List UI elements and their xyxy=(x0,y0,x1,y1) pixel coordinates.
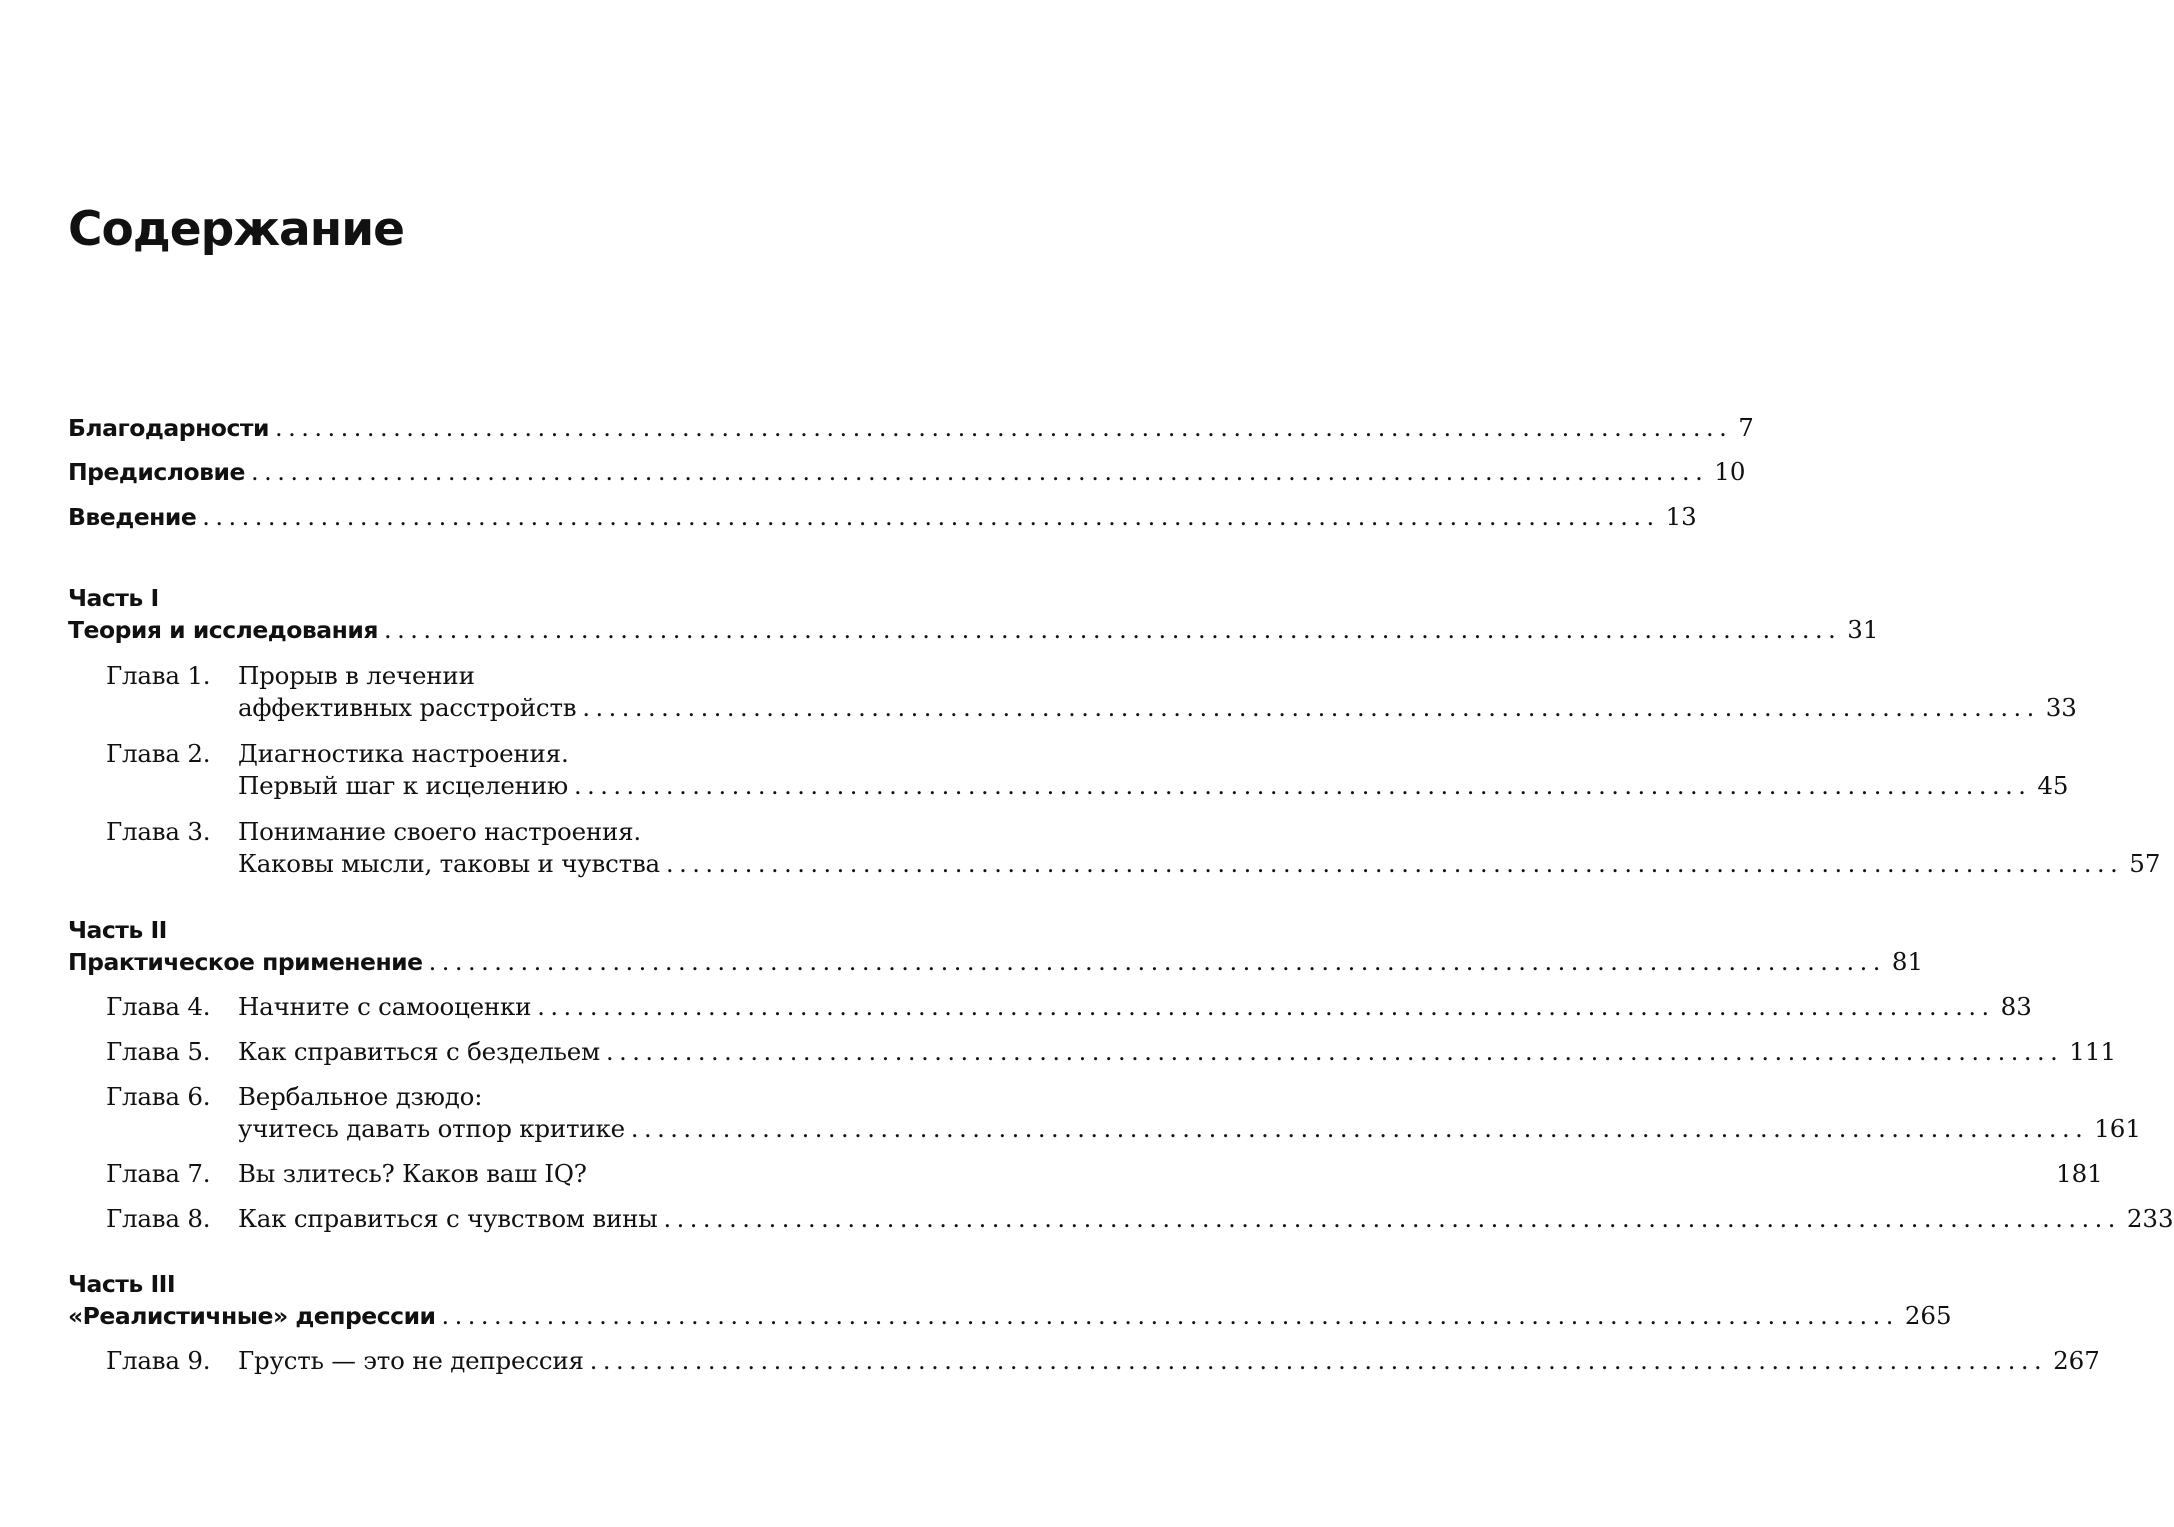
chapter-number: Глава 8. xyxy=(106,1204,211,1233)
chapter-title: Как справиться с бездельем xyxy=(238,1037,600,1066)
dot-leader: ............................................................................................................... xyxy=(589,1347,2048,1375)
part-title: Теория и исследования xyxy=(68,616,378,644)
toc-entry-label: Введение xyxy=(68,503,197,531)
page-number: 13 xyxy=(1665,502,1697,531)
chapter-title-line2: учитесь давать отпор критике xyxy=(238,1114,625,1143)
toc-entry-label: Предисловие xyxy=(68,458,245,486)
toc-entry-part-3[interactable] xyxy=(68,1298,1952,1334)
dot-leader: ............................................................................................................... xyxy=(582,694,2040,722)
chapter-number: Глава 1. xyxy=(106,661,211,690)
toc-entry-chapter-1[interactable] xyxy=(238,690,2077,726)
part-3-label: Часть III xyxy=(68,1270,176,1298)
page-number: 81 xyxy=(1891,947,1924,976)
toc-entry-chapter-4[interactable] xyxy=(238,989,2032,1025)
chapter-title-line2: Первый шаг к исцелению xyxy=(238,771,569,800)
toc-entry-part-1[interactable] xyxy=(68,612,1879,648)
page-number: 161 xyxy=(2094,1114,2141,1143)
chapter-number: Глава 9. xyxy=(106,1346,211,1375)
chapter-title-line2: Каковы мысли, таковы и чувства xyxy=(238,849,660,878)
part-title: «Реалистичные» депрессии xyxy=(68,1302,436,1330)
dot-leader: ............................................................................................................... xyxy=(441,1302,1899,1330)
dot-leader: ............................................................................................................... xyxy=(665,850,2124,878)
toc-entry-chapter-5[interactable] xyxy=(238,1034,2117,1070)
page-number: 181 xyxy=(2055,1159,2103,1188)
chapter-title-line2: аффективных расстройств xyxy=(238,693,577,722)
page-number: 7 xyxy=(1738,413,1754,442)
chapter-number: Глава 3. xyxy=(106,817,211,846)
chapter-number: Глава 2. xyxy=(106,739,211,768)
dot-leader: ............................................................................................................... xyxy=(428,948,1886,976)
page-number: 10 xyxy=(1714,457,1746,486)
page-number: 83 xyxy=(2000,992,2032,1021)
page-number: 57 xyxy=(2129,849,2161,878)
toc-entry-chapter-3[interactable] xyxy=(238,846,2161,882)
part-1-label: Часть I xyxy=(68,584,159,612)
dot-leader: ............................................................................................................... xyxy=(250,458,1709,486)
dot-leader: ............................................................................................................... xyxy=(574,772,2032,800)
dot-leader: ............................................................................................................... xyxy=(663,1205,2121,1233)
page-number: 45 xyxy=(2037,771,2069,800)
toc-entry-part-2[interactable] xyxy=(68,944,1924,980)
toc-entry-label: Благодарности xyxy=(68,414,269,442)
dot-leader: ............................................................................................................... xyxy=(630,1115,2089,1143)
dot-leader: ............................................................................................................... xyxy=(274,414,1733,442)
dot-leader: ............................................................................................................... xyxy=(202,503,1660,531)
page-number: 31 xyxy=(1847,615,1879,644)
chapter-title-line1[interactable]: Диагностика настроения. xyxy=(238,739,569,768)
chapter-title-line1[interactable]: Прорыв в лечении xyxy=(238,661,475,690)
toc-entry-chapter-7[interactable] xyxy=(238,1156,2103,1192)
toc-entry-chapter-8[interactable] xyxy=(238,1201,2174,1237)
part-title: Практическое применение xyxy=(68,948,423,976)
chapter-number: Глава 5. xyxy=(106,1037,211,1066)
page-number: 33 xyxy=(2045,693,2077,722)
dot-leader: ............................................................................................................... xyxy=(537,993,1995,1021)
page-number: 265 xyxy=(1904,1301,1952,1330)
toc-entry-chapter-6[interactable] xyxy=(238,1111,2141,1147)
chapter-title: Вы злитесь? Каков ваш IQ? xyxy=(238,1159,587,1188)
toc-entry-chapter-9[interactable] xyxy=(238,1343,2100,1379)
toc-entry-preface[interactable] xyxy=(68,454,1746,490)
part-2-label: Часть II xyxy=(68,916,167,944)
chapter-number: Глава 6. xyxy=(106,1082,211,1111)
chapter-title: Грусть — это не депрессия xyxy=(238,1346,584,1375)
page-number: 111 xyxy=(2069,1037,2117,1066)
chapter-title-line1[interactable]: Понимание своего настроения. xyxy=(238,817,641,846)
chapter-title-line1[interactable]: Вербальное дзюдо: xyxy=(238,1082,483,1111)
dot-leader: ............................................................................................................... xyxy=(383,616,1842,644)
page-number: 233 xyxy=(2126,1204,2174,1233)
page-title: Содержание xyxy=(68,202,405,257)
page-number: 267 xyxy=(2053,1346,2100,1375)
toc-entry-chapter-2[interactable] xyxy=(238,768,2069,804)
chapter-title: Как справиться с чувством вины xyxy=(238,1204,658,1233)
chapter-number: Глава 7. xyxy=(106,1159,211,1188)
toc-entry-acknowledgements[interactable] xyxy=(68,410,1754,446)
chapter-title: Начните с самооценки xyxy=(238,992,532,1021)
chapter-number: Глава 4. xyxy=(106,992,211,1021)
dot-leader: ............................................................................................................... xyxy=(605,1038,2064,1066)
toc-entry-introduction[interactable] xyxy=(68,499,1697,535)
